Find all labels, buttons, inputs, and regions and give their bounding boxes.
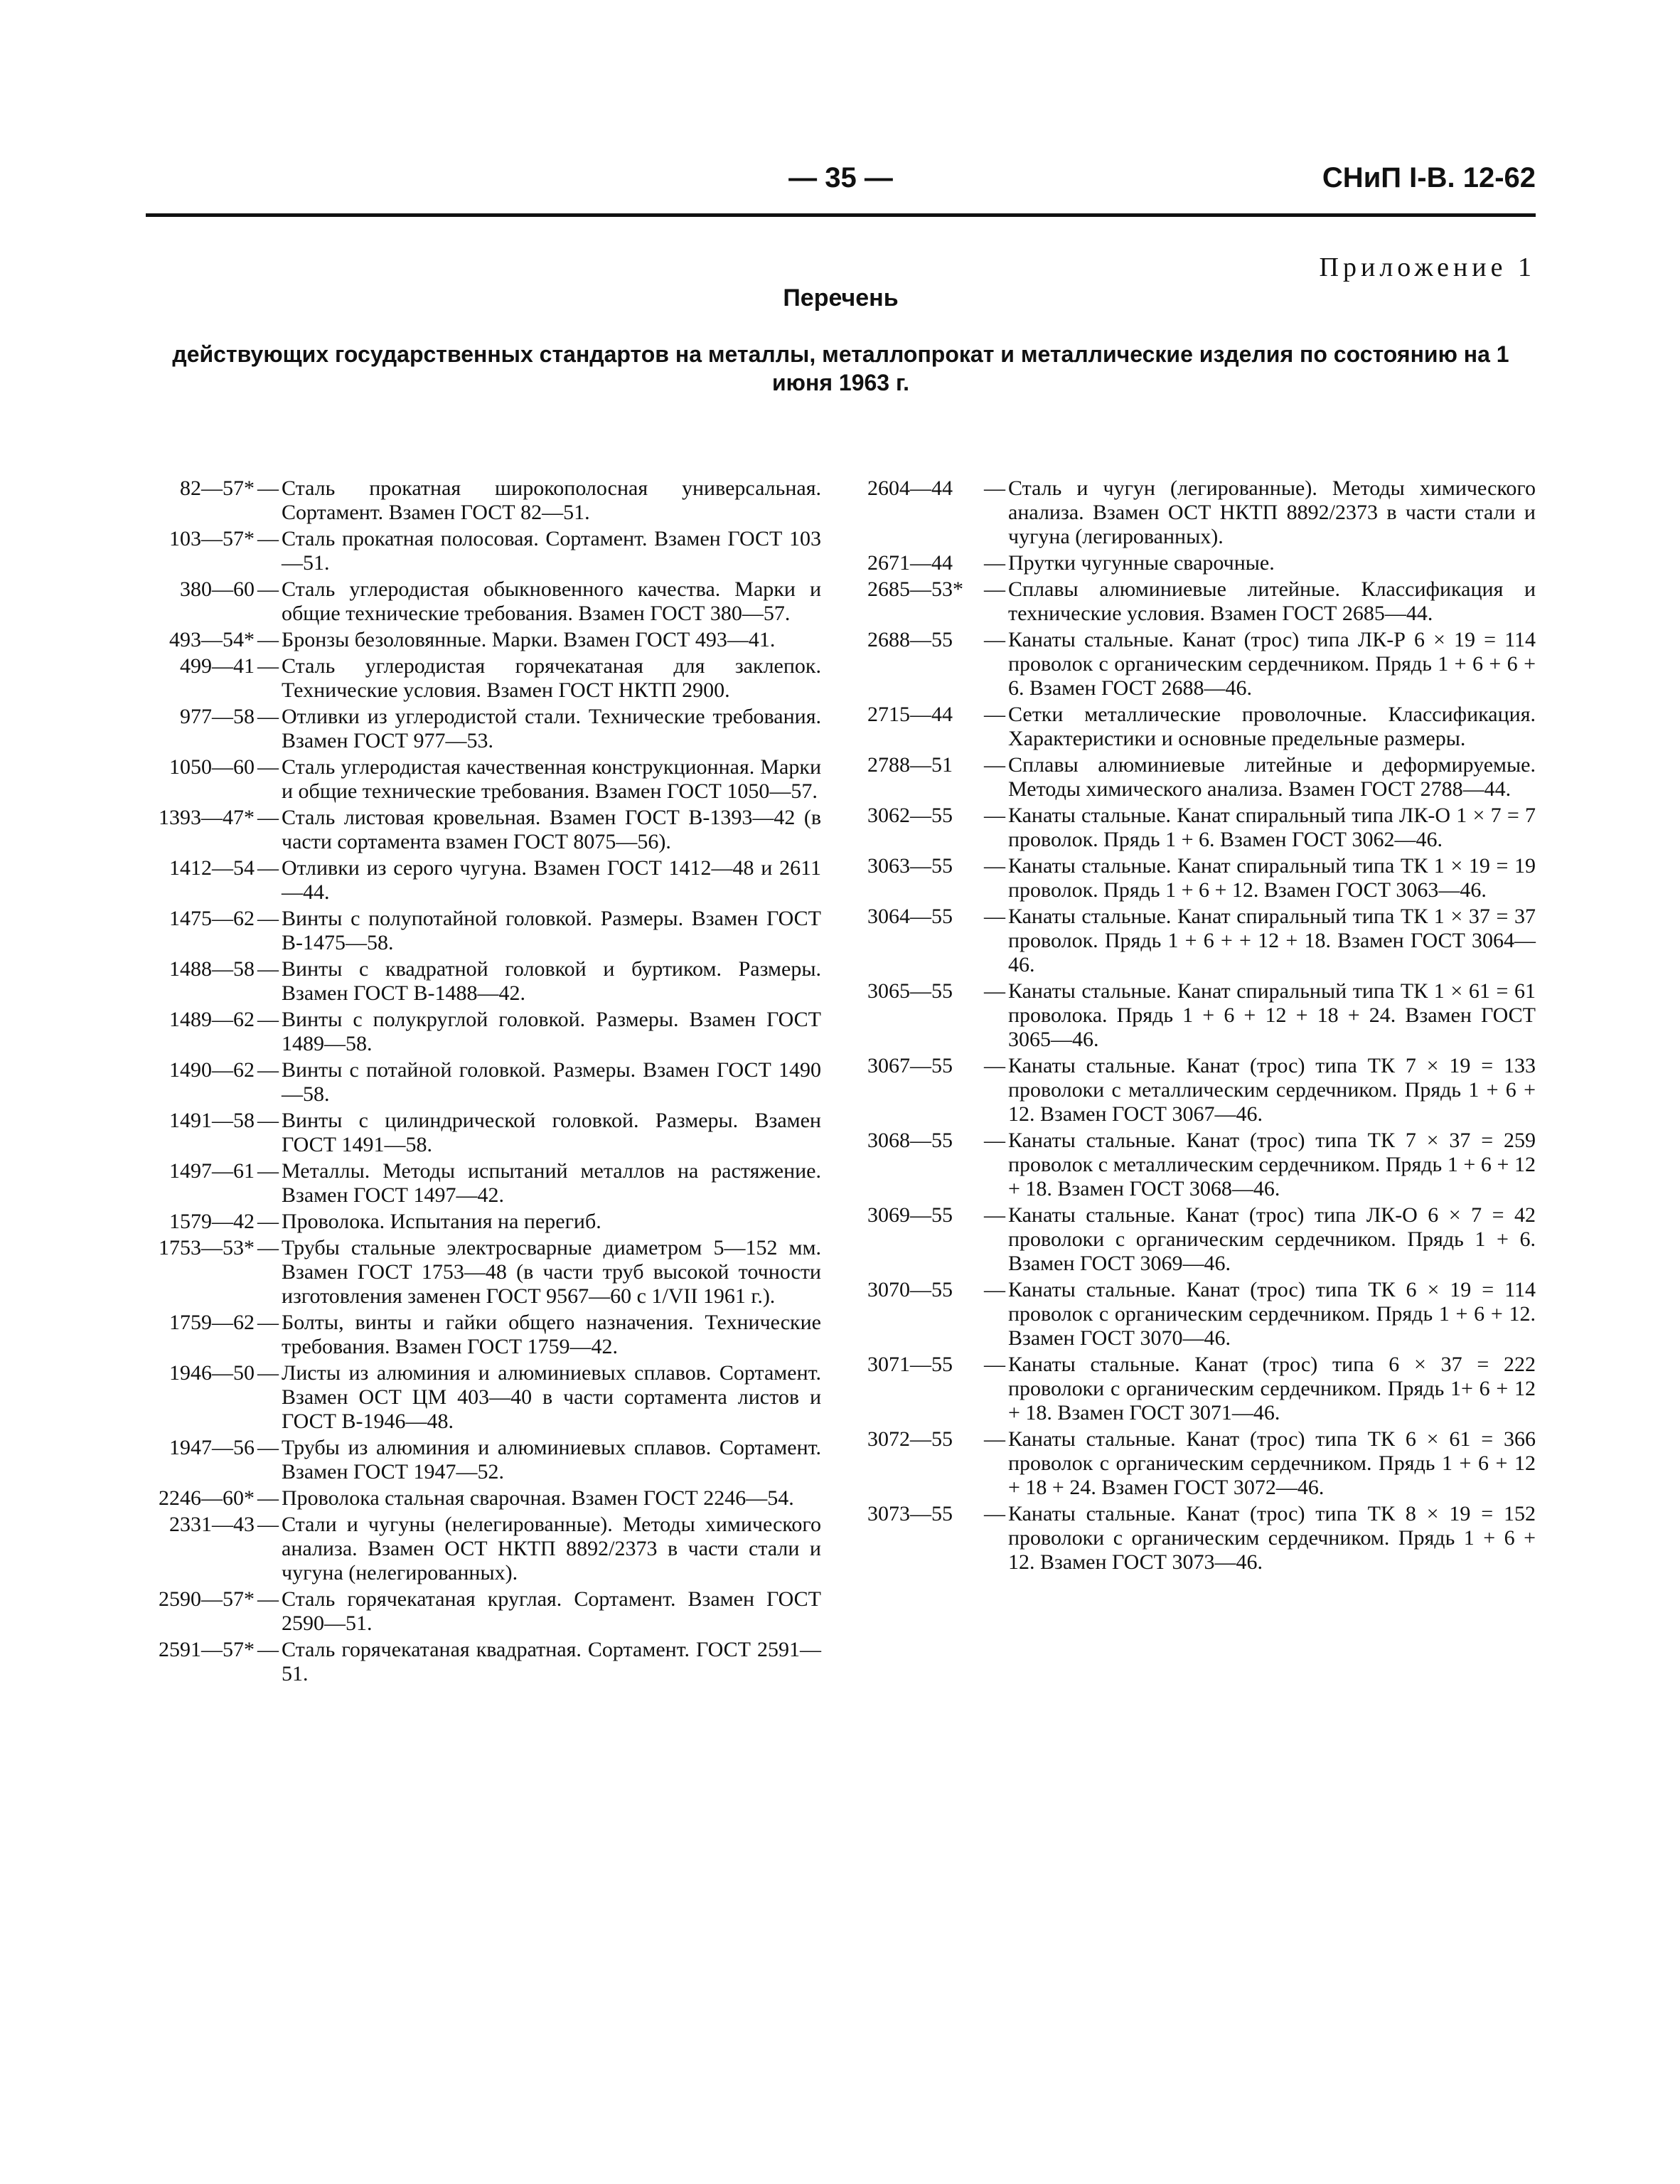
standard-entry bbox=[867, 979, 1536, 1052]
standard-entry bbox=[142, 957, 821, 1006]
entry-dash: — bbox=[257, 907, 279, 930]
entry-dash: — bbox=[984, 1278, 1005, 1301]
standard-entry bbox=[867, 753, 1536, 801]
standard-number: 2246—60* bbox=[159, 1486, 255, 1510]
standard-description: Канаты стальные. Канат (трос) типа 6 × 37 = 222 проволоки с органическим сердечником. Прядь 1+ 6 + 12 + 18. Взамен ГОСТ 3071—46. bbox=[1008, 1353, 1536, 1424]
standard-entry bbox=[867, 1203, 1536, 1276]
standard-description: Сталь прокатная широкополосная универсальная. Сортамент. Взамен ГОСТ 82—51. bbox=[282, 476, 821, 524]
standard-description: Стали и чугуны (нелегированные). Методы химического анализа. Взамен ОСТ НКТП 8892/2373 в части стали и чугуна (нелегированных). bbox=[282, 1513, 821, 1584]
entry-dash: — bbox=[257, 957, 279, 981]
standard-number: 103—57* bbox=[169, 527, 255, 550]
standard-entry bbox=[142, 1159, 821, 1208]
entry-dash: — bbox=[257, 476, 279, 500]
standard-entry bbox=[142, 1109, 821, 1157]
entry-dash: — bbox=[984, 1427, 1005, 1451]
standard-description: Канаты стальные. Канат (трос) типа ТК 8 × 19 = 152 проволоки с органическим сердечником. Прядь 1 + 6 + 12. Взамен ГОСТ 3073—46. bbox=[1008, 1502, 1536, 1574]
standard-description: Канаты стальные. Канат (трос) типа ТК 6 × 19 = 114 проволок с органическим сердечником. Прядь 1 + 6 + 12. Взамен ГОСТ 3070—46. bbox=[1008, 1278, 1536, 1350]
standard-number: 3063—55 bbox=[867, 854, 953, 878]
entry-dash: — bbox=[984, 905, 1005, 928]
standard-number: 1946—50 bbox=[169, 1361, 255, 1385]
standard-entry bbox=[142, 1236, 821, 1309]
standard-description: Отливки из серого чугуна. Взамен ГОСТ 1412—48 и 2611—44. bbox=[282, 856, 821, 904]
entry-dash: — bbox=[984, 703, 1005, 726]
standard-number: 1753—53* bbox=[159, 1236, 255, 1259]
entry-dash: — bbox=[257, 1513, 279, 1536]
standard-number: 1412—54 bbox=[169, 856, 255, 880]
standard-description: Сетки металлические проволочные. Классификация. Характеристики и основные предельные размеры. bbox=[1008, 703, 1536, 750]
standard-entry bbox=[142, 654, 821, 703]
entry-dash: — bbox=[984, 476, 1005, 500]
standard-description: Сталь и чугун (легированные). Методы химического анализа. Взамен ОСТ НКТП 8892/2373 в части стали и чугуна (легированных). bbox=[1008, 476, 1536, 548]
left-column bbox=[142, 476, 821, 1688]
standard-description: Канаты стальные. Канат спиральный типа ТК 1 × 19 = 19 проволок. Прядь 1 + 6 + 12. Взамен ГОСТ 3063—46. bbox=[1008, 854, 1536, 902]
standard-description: Канаты стальные. Канат (трос) типа ТК 7 × 37 = 259 проволок с металлическим сердечником. Прядь 1 + 6 + 12 + 18. Взамен ГОСТ 3068—46. bbox=[1008, 1129, 1536, 1200]
entry-dash: — bbox=[257, 806, 279, 829]
standard-number: 2331—43 bbox=[169, 1513, 255, 1536]
standard-description: Сталь углеродистая горячекатаная для заклепок. Технические условия. Взамен ГОСТ НКТП 2900. bbox=[282, 654, 821, 702]
entry-dash: — bbox=[984, 753, 1005, 777]
standard-description: Канаты стальные. Канат (трос) типа ТК 7 × 19 = 133 проволоки с металлическим сердечником. Прядь 1 + 6 + 12. Взамен ГОСТ 3067—46. bbox=[1008, 1054, 1536, 1126]
standard-entry bbox=[867, 628, 1536, 701]
standard-entry bbox=[867, 476, 1536, 549]
standard-entry bbox=[142, 1486, 821, 1511]
standard-entry bbox=[142, 1638, 821, 1686]
entry-dash: — bbox=[257, 856, 279, 880]
standard-description: Прутки чугунные сварочные. bbox=[1008, 551, 1275, 575]
standard-entry bbox=[867, 1054, 1536, 1126]
standard-number: 3064—55 bbox=[867, 905, 953, 928]
standard-entry bbox=[142, 1058, 821, 1107]
standard-description: Канаты стальные. Канат спиральный типа ТК 1 × 37 = 37 проволок. Прядь 1 + 6 + + 12 + 18. Взамен ГОСТ 3064—46. bbox=[1008, 905, 1536, 976]
header-rule bbox=[146, 213, 1536, 217]
standard-description: Канаты стальные. Канат спиральный типа ЛК-О 1 × 7 = 7 проволок. Прядь 1 + 6. Взамен ГОСТ 3062—46. bbox=[1008, 804, 1536, 851]
standard-entry bbox=[142, 1587, 821, 1636]
entry-dash: — bbox=[257, 1109, 279, 1132]
document-code: СНиП I-В. 12-62 bbox=[1322, 162, 1536, 193]
standard-number: 2604—44 bbox=[867, 476, 953, 500]
standard-description: Сплавы алюминиевые литейные. Классификация и технические условия. Взамен ГОСТ 2685—44. bbox=[1008, 577, 1536, 625]
standard-entry bbox=[142, 755, 821, 804]
entry-dash: — bbox=[257, 527, 279, 550]
standard-number: 3067—55 bbox=[867, 1054, 953, 1077]
page-subtitle: действующих государственных стандартов на металлы, металлопрокат и металлические изделия по состоянию на 1 июня 1963 г. bbox=[172, 341, 1509, 395]
standard-number: 499—41 bbox=[180, 654, 255, 678]
page-number: — 35 — bbox=[788, 162, 893, 193]
page-title: Перечень bbox=[783, 284, 899, 311]
standard-description: Трубы стальные электросварные диаметром 5—152 мм. Взамен ГОСТ 1753—48 (в части труб высокой точности изготовления заменен ГОСТ 9567—60 с 1/VII 1961 г.). bbox=[282, 1236, 821, 1308]
standard-entry bbox=[142, 476, 821, 525]
standard-entry bbox=[142, 1436, 821, 1484]
entry-dash: — bbox=[257, 755, 279, 779]
standard-entry bbox=[867, 804, 1536, 852]
entry-dash: — bbox=[257, 1058, 279, 1082]
standard-entry bbox=[142, 1361, 821, 1434]
entry-dash: — bbox=[984, 1054, 1005, 1077]
standard-number: 2671—44 bbox=[867, 551, 953, 575]
standard-description: Отливки из углеродистой стали. Технические требования. Взамен ГОСТ 977—53. bbox=[282, 705, 821, 752]
right-column bbox=[867, 476, 1536, 1577]
standard-number: 1475—62 bbox=[169, 907, 255, 930]
standard-entry bbox=[867, 1129, 1536, 1201]
standard-description: Винты с цилиндрической головкой. Размеры. Взамен ГОСТ 1491—58. bbox=[282, 1109, 821, 1156]
standard-number: 3065—55 bbox=[867, 979, 953, 1003]
standard-description: Винты с полупотайной головкой. Размеры. Взамен ГОСТ В-1475—58. bbox=[282, 907, 821, 954]
entry-dash: — bbox=[984, 979, 1005, 1003]
standard-number: 3073—55 bbox=[867, 1502, 953, 1525]
standard-number: 1488—58 bbox=[169, 957, 255, 981]
standard-description: Винты с квадратной головкой и буртиком. Размеры. Взамен ГОСТ В-1488—42. bbox=[282, 957, 821, 1005]
standard-description: Канаты стальные. Канат спиральный типа ТК 1 × 61 = 61 проволока. Прядь 1 + 6 + 12 + 18 + 24. Взамен ГОСТ 3065—46. bbox=[1008, 979, 1536, 1051]
standard-entry bbox=[142, 1210, 821, 1234]
standard-number: 1947—56 bbox=[169, 1436, 255, 1459]
standard-description: Проволока. Испытания на перегиб. bbox=[282, 1210, 601, 1233]
standard-number: 3069—55 bbox=[867, 1203, 953, 1227]
standard-number: 493—54* bbox=[169, 628, 255, 651]
standard-entry bbox=[867, 577, 1536, 626]
entry-dash: — bbox=[257, 1159, 279, 1183]
appendix-label: Приложение 1 bbox=[1319, 252, 1536, 282]
standard-number: 2715—44 bbox=[867, 703, 953, 726]
entry-dash: — bbox=[257, 1361, 279, 1385]
page-header bbox=[146, 162, 1536, 212]
standard-number: 2688—55 bbox=[867, 628, 953, 651]
standard-description: Проволока стальная сварочная. Взамен ГОСТ 2246—54. bbox=[282, 1486, 794, 1510]
standard-description: Канаты стальные. Канат (трос) типа ТК 6 × 61 = 366 проволок с органическим сердечником. Прядь 1 + 6 + 12 + 18 + 24. Взамен ГОСТ 3072—46. bbox=[1008, 1427, 1536, 1499]
standard-entry bbox=[142, 856, 821, 905]
entry-dash: — bbox=[257, 628, 279, 651]
entry-dash: — bbox=[984, 1502, 1005, 1525]
standard-entry bbox=[867, 854, 1536, 902]
entry-dash: — bbox=[257, 705, 279, 728]
standard-entry bbox=[142, 907, 821, 955]
standard-entry bbox=[142, 628, 821, 652]
entry-dash: — bbox=[257, 1008, 279, 1031]
entry-dash: — bbox=[257, 1436, 279, 1459]
standard-entry bbox=[867, 703, 1536, 751]
entry-dash: — bbox=[984, 577, 1005, 601]
standard-entry bbox=[142, 806, 821, 854]
standard-description: Сталь горячекатаная квадратная. Сортамент. ГОСТ 2591—51. bbox=[282, 1638, 821, 1685]
standard-description: Винты с полукруглой головкой. Размеры. Взамен ГОСТ 1489—58. bbox=[282, 1008, 821, 1055]
standard-entry bbox=[867, 1502, 1536, 1575]
standard-entry bbox=[142, 705, 821, 753]
standard-entry bbox=[142, 1008, 821, 1056]
standard-entry bbox=[142, 1311, 821, 1359]
standard-number: 1050—60 bbox=[169, 755, 255, 779]
entry-dash: — bbox=[257, 654, 279, 678]
entry-dash: — bbox=[257, 1210, 279, 1233]
standard-description: Канаты стальные. Канат (трос) типа ЛК-О 6 × 7 = 42 проволоки с органическим сердечником. Прядь 1 + 6. Взамен ГОСТ 3069—46. bbox=[1008, 1203, 1536, 1275]
standard-entry bbox=[867, 905, 1536, 977]
entry-dash: — bbox=[984, 804, 1005, 827]
standard-entry bbox=[867, 551, 1536, 575]
standard-entry bbox=[867, 1427, 1536, 1500]
entry-dash: — bbox=[984, 628, 1005, 651]
entry-dash: — bbox=[257, 1236, 279, 1259]
standard-number: 977—58 bbox=[180, 705, 255, 728]
standard-number: 2788—51 bbox=[867, 753, 953, 777]
standard-number: 2685—53* bbox=[867, 577, 963, 601]
standard-description: Сталь углеродистая обыкновенного качества. Марки и общие технические требования. Взамен ГОСТ 380—57. bbox=[282, 577, 821, 625]
standard-number: 3062—55 bbox=[867, 804, 953, 827]
standard-entry bbox=[142, 527, 821, 575]
standard-number: 1491—58 bbox=[169, 1109, 255, 1132]
standard-number: 2591—57* bbox=[159, 1638, 255, 1661]
standard-description: Сталь горячекатаная круглая. Сортамент. Взамен ГОСТ 2590—51. bbox=[282, 1587, 821, 1635]
entry-dash: — bbox=[257, 1638, 279, 1661]
standard-number: 1759—62 bbox=[169, 1311, 255, 1334]
entry-dash: — bbox=[984, 1129, 1005, 1152]
entry-dash: — bbox=[984, 551, 1005, 575]
standard-number: 3070—55 bbox=[867, 1278, 953, 1301]
standard-description: Сталь листовая кровельная. Взамен ГОСТ В-1393—42 (в части сортамента взамен ГОСТ 8075—56). bbox=[282, 806, 821, 853]
standard-number: 3071—55 bbox=[867, 1353, 953, 1376]
standard-description: Сплавы алюминиевые литейные и деформируемые. Методы химического анализа. Взамен ГОСТ 2788—44. bbox=[1008, 753, 1536, 801]
standard-number: 1497—61 bbox=[169, 1159, 255, 1183]
standard-entry bbox=[142, 577, 821, 626]
entry-dash: — bbox=[257, 1587, 279, 1611]
standard-description: Сталь прокатная полосовая. Сортамент. Взамен ГОСТ 103—51. bbox=[282, 527, 821, 575]
standard-description: Бронзы безоловянные. Марки. Взамен ГОСТ 493—41. bbox=[282, 628, 776, 651]
standard-number: 82—57* bbox=[180, 476, 255, 500]
entry-dash: — bbox=[984, 1353, 1005, 1376]
standard-description: Болты, винты и гайки общего назначения. Технические требования. Взамен ГОСТ 1759—42. bbox=[282, 1311, 821, 1358]
standard-description: Трубы из алюминия и алюминиевых сплавов. Сортамент. Взамен ГОСТ 1947—52. bbox=[282, 1436, 821, 1483]
standard-number: 1489—62 bbox=[169, 1008, 255, 1031]
entry-dash: — bbox=[257, 1311, 279, 1334]
standard-number: 3068—55 bbox=[867, 1129, 953, 1152]
entry-dash: — bbox=[257, 1486, 279, 1510]
standard-number: 1490—62 bbox=[169, 1058, 255, 1082]
entry-dash: — bbox=[257, 577, 279, 601]
standard-entry bbox=[867, 1353, 1536, 1425]
standard-number: 1579—42 bbox=[169, 1210, 255, 1233]
standard-description: Канаты стальные. Канат (трос) типа ЛК-Р 6 × 19 = 114 проволок с органическим сердечником. Прядь 1 + 6 + 6 + 6. Взамен ГОСТ 2688—46. bbox=[1008, 628, 1536, 700]
standard-entry bbox=[867, 1278, 1536, 1351]
standard-entry bbox=[142, 1513, 821, 1585]
standard-description: Сталь углеродистая качественная конструкционная. Марки и общие технические требования. Взамен ГОСТ 1050—57. bbox=[282, 755, 821, 803]
entry-dash: — bbox=[984, 854, 1005, 878]
standard-number: 380—60 bbox=[180, 577, 255, 601]
standard-description: Листы из алюминия и алюминиевых сплавов. Сортамент. Взамен ОСТ ЦМ 403—40 в части сортамента листов и ГОСТ В-1946—48. bbox=[282, 1361, 821, 1433]
standard-description: Металлы. Методы испытаний металлов на растяжение. Взамен ГОСТ 1497—42. bbox=[282, 1159, 821, 1207]
standard-number: 3072—55 bbox=[867, 1427, 953, 1451]
standard-number: 2590—57* bbox=[159, 1587, 255, 1611]
standard-description: Винты с потайной головкой. Размеры. Взамен ГОСТ 1490—58. bbox=[282, 1058, 821, 1106]
entry-dash: — bbox=[984, 1203, 1005, 1227]
standard-number: 1393—47* bbox=[159, 806, 255, 829]
